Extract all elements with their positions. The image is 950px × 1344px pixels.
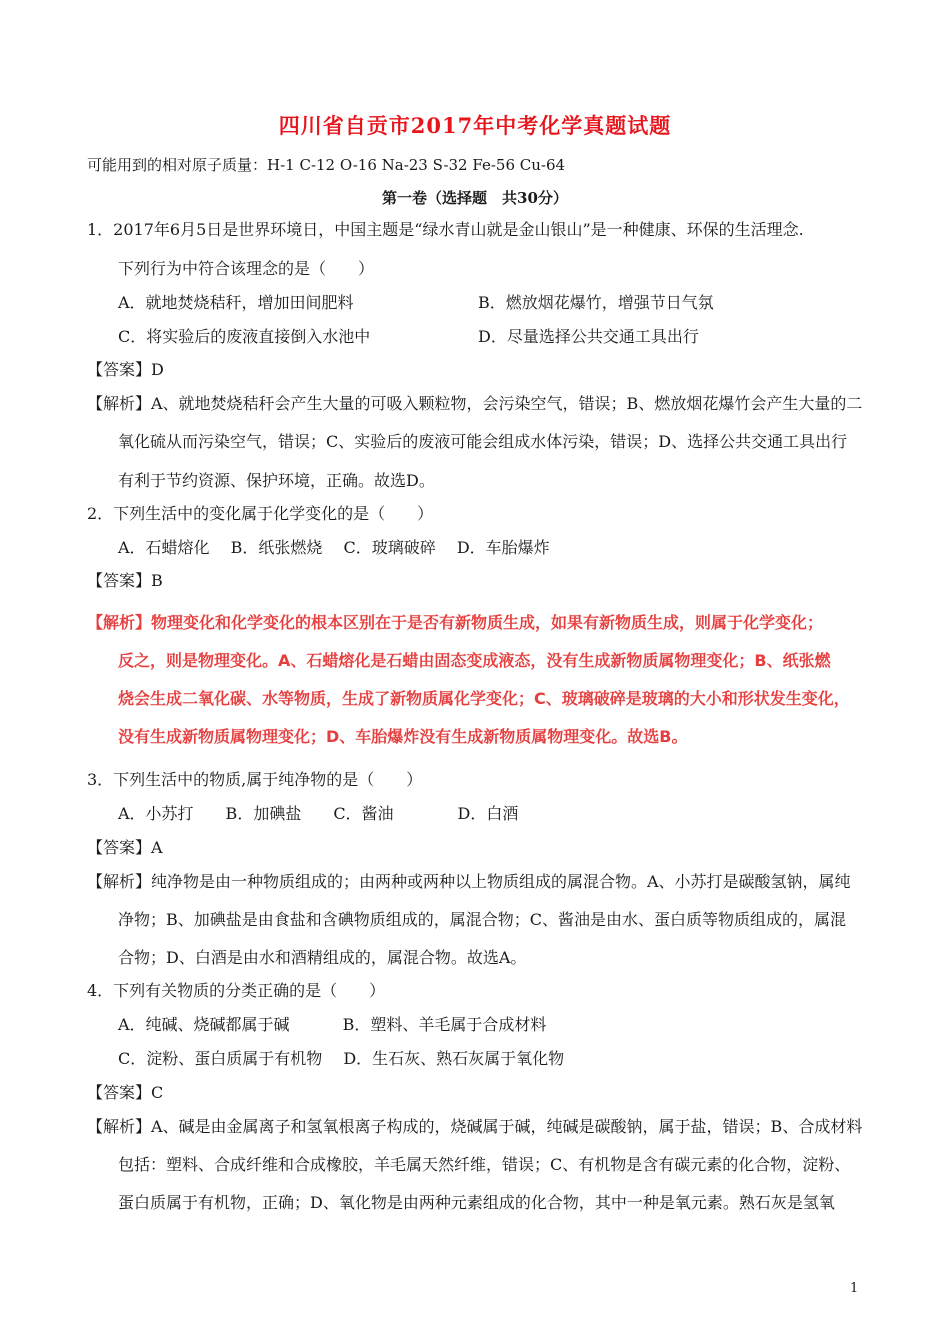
q2-analysis-line: 没有生成新物质属物理变化；D、车胎爆炸没有生成新物质属物理变化。故选B。 <box>118 727 688 746</box>
q4-analysis-line: 【解析】A、碱是由金属离子和氢氧根离子构成的，烧碱属于碱，纯碱是碳酸钠，属于盐，错误；B、合成材料 <box>87 1117 863 1136</box>
q1-analysis-line: 氧化硫从而污染空气，错误；C、实验后的废液可能会组成水体污染，错误；D、选择公共交通工具出行 <box>118 432 848 451</box>
q1-option-a: A．就地焚烧秸秆，增加田间肥料 <box>118 293 354 312</box>
q1-option-d: D．尽量选择公共交通工具出行 <box>478 327 699 346</box>
q3-options: A．小苏打 B．加碘盐 C．酱油 D．白酒 <box>118 804 519 823</box>
q1-option-c: C．将实验后的废液直接倒入水池中 <box>118 327 371 346</box>
q3-stem: 3．下列生活中的物质,属于纯净物的是（ ） <box>87 770 423 789</box>
q3-analysis-line: 合物；D、白酒是由水和酒精组成的，属混合物。故选A。 <box>118 948 527 967</box>
q3-analysis-line: 净物；B、加碘盐是由食盐和含碘物质组成的，属混合物；C、酱油是由水、蛋白质等物质组成的，属混 <box>118 910 847 929</box>
page-number: 1 <box>850 1281 859 1296</box>
atomic-masses: 可能用到的相对原子质量：H-1 C-12 O-16 Na-23 S-32 Fe-56 Cu-64 <box>87 156 566 174</box>
q2-answer: 【答案】B <box>87 571 163 590</box>
q2-stem: 2．下列生活中的变化属于化学变化的是（ ） <box>87 504 434 523</box>
q3-analysis-line: 【解析】纯净物是由一种物质组成的；由两种或两种以上物质组成的属混合物。A、小苏打是碳酸氢钠，属纯 <box>87 872 851 891</box>
q1-analysis-line: 有利于节约资源、保护环境，正确。故选D。 <box>118 471 435 490</box>
q2-analysis-line: 反之，则是物理变化。A、石蜡熔化是石蜡由固态变成液态，没有生成新物质属物理变化；B、纸张燃 <box>118 651 831 670</box>
page-title: 四川省自贡市2017年中考化学真题试题 <box>278 113 672 138</box>
q4-answer: 【答案】C <box>87 1083 164 1102</box>
q1-stem-line1: 1．2017年6月5日是世界环境日，中国主题是“绿水青山就是金山银山”是一种健康、环保的生活理念. <box>87 220 804 239</box>
q4-analysis-line: 蛋白质属于有机物，正确；D、氧化物是由两种元素组成的化合物，其中一种是氧元素。熟石灰是氢氧 <box>118 1193 835 1212</box>
q1-stem-line2: 下列行为中符合该理念的是（ ） <box>118 259 375 278</box>
q1-analysis-line: 【解析】A、就地焚烧秸秆会产生大量的可吸入颗粒物，会污染空气，错误；B、燃放烟花爆竹会产生大量的二 <box>87 394 863 413</box>
q1-answer: 【答案】D <box>87 360 164 379</box>
q1-option-b: B．燃放烟花爆竹，增强节日气氛 <box>478 293 714 312</box>
q3-answer: 【答案】A <box>87 838 163 857</box>
q4-options-ab: A．纯碱、烧碱都属于碱 B．塑料、羊毛属于合成材料 <box>118 1015 547 1034</box>
q2-analysis-line: 烧会生成二氧化碳、水等物质，生成了新物质属化学变化；C、玻璃破碎是玻璃的大小和形状发生变化， <box>118 689 850 708</box>
q4-analysis-line: 包括：塑料、合成纤维和合成橡胶，羊毛属天然纤维，错误；C、有机物是含有碳元素的化合物，淀粉、 <box>118 1155 851 1174</box>
q4-options-cd: C．淀粉、蛋白质属于有机物 D．生石灰、熟石灰属于氧化物 <box>118 1049 565 1068</box>
q4-stem: 4．下列有关物质的分类正确的是（ ） <box>87 981 386 1000</box>
q2-analysis-line: 【解析】物理变化和化学变化的根本区别在于是否有新物质生成，如果有新物质生成，则属于化学变化； <box>87 613 824 632</box>
section-title: 第一卷（选择题 共30分） <box>382 189 568 207</box>
q2-options: A．石蜡熔化 B．纸张燃烧 C．玻璃破碎 D．车胎爆炸 <box>118 538 550 557</box>
